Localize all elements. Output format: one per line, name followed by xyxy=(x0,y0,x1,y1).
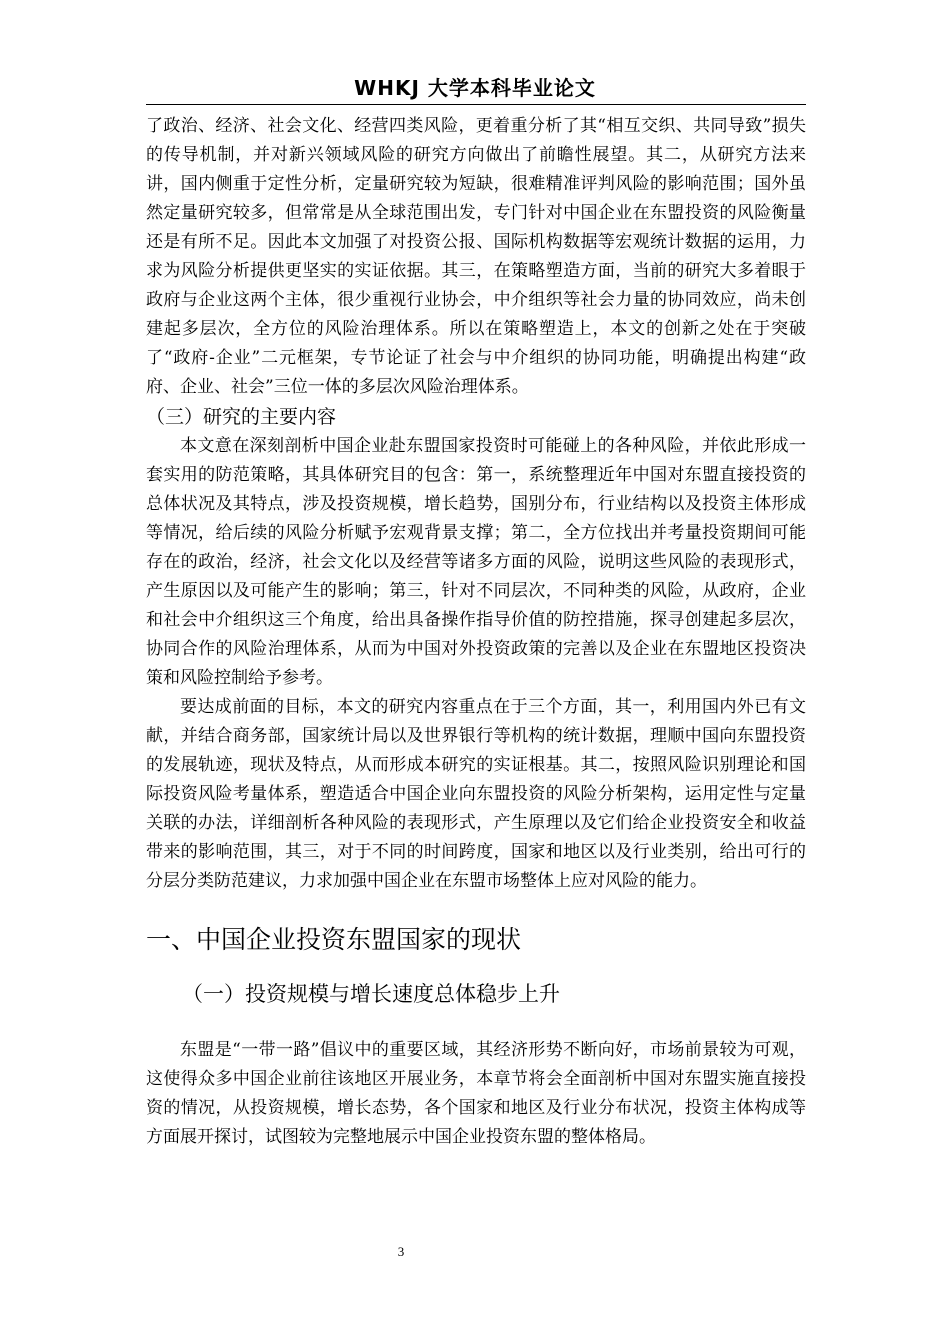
chapter-heading: 一、中国企业投资东盟国家的现状 xyxy=(146,925,522,954)
paragraph-asean-overview: 东盟是“一带一路”倡议中的重要区域，其经济形势不断向好，市场前景较为可观，这使得众多中国企业前往该地区开展业务，本章节将会全面剖析中国对东盟实施直接投资的情况，从投资规模，增长态势，各个国家和地区及行业分布状况，投资主体构成等方面展开探讨，试图较为完整地展示中国企业投资东盟的整体格局。 xyxy=(146,1040,806,1147)
paragraph-research-focus: 要达成前面的目标，本文的研究内容重点在于三个方面，其一，利用国内外已有文献，并结合商务部，国家统计局以及世界银行等机构的统计数据，理顺中国向东盟投资的发展轨迹，现状及特点，从而形成本研究的实证根基。其二，按照风险识别理论和国际投资风险考量体系，塑造适合中国企业向东盟投资的风险分析架构，运用定性与定量关联的办法，详细剖析各种风险的表现形式，产生原理以及它们给企业投资安全和收益带来的影响范围，其三，对于不同的时间跨度，国家和地区以及行业类别，给出可行的分层分类防范建议，力求加强中国企业在东盟市场整体上应对风险的能力。 xyxy=(146,697,806,891)
page-body xyxy=(146,112,806,1152)
paragraph-research-objectives: 本文意在深刻剖析中国企业赴东盟国家投资时可能碰上的各种风险，并依此形成一套实用的防范策略，其具体研究目的包含：第一，系统整理近年中国对东盟直接投资的总体状况及其特点，涉及投资规模，增长趋势，国别分布，行业结构以及投资主体形成等情况，给后续的风险分析赋予宏观背景支撑；第二，全方位找出并考量投资期间可能存在的政治，经济，社会文化以及经营等诸多方面的风险，说明这些风险的表现形式，产生原因以及可能产生的影响；第三，针对不同层次，不同种类的风险，从政府，企业和社会中介组织这三个角度，给出具备操作指导价值的防控措施，探寻创建起多层次，协同合作的风险治理体系，从而为中国对外投资政策的完善以及企业在东盟地区投资决策和风险控制给予参考。 xyxy=(146,436,806,688)
subsection-heading: （一）投资规模与增长速度总体稳步上升 xyxy=(182,982,560,1006)
header-rule xyxy=(146,104,806,105)
section-heading-research-content: （三）研究的主要内容 xyxy=(146,406,337,428)
running-header: WHKJ 大学本科毕业论文 xyxy=(354,76,596,100)
paragraph-innovation: 了政治、经济、社会文化、经营四类风险，更着重分析了其“相互交织、共同导致”损失的传导机制，并对新兴领域风险的研究方向做出了前瞻性展望。其二，从研究方法来讲，国内侧重于定性分析，定量研究较为短缺，很难精准评判风险的影响范围；国外虽然定量研究较多，但常常是从全球范围出发，专门针对中国企业在东盟投资的风险衡量还是有所不足。因此本文加强了对投资公报、国际机构数据等宏观统计数据的运用，力求为风险分析提供更坚实的实证依据。其三，在策略塑造方面，当前的研究大多着眼于政府与企业这两个主体，很少重视行业协会，中介组织等社会力量的协同效应，尚未创建起多层次，全方位的风险治理体系。所以在策略塑造上，本文的创新之处在于突破了“政府-企业”二元框架，专节论证了社会与中介组织的协同功能，明确提出构建“政府、企业、社会”三位一体的多层次风险治理体系。 xyxy=(146,116,806,397)
page-number: 3 xyxy=(397,1244,405,1259)
